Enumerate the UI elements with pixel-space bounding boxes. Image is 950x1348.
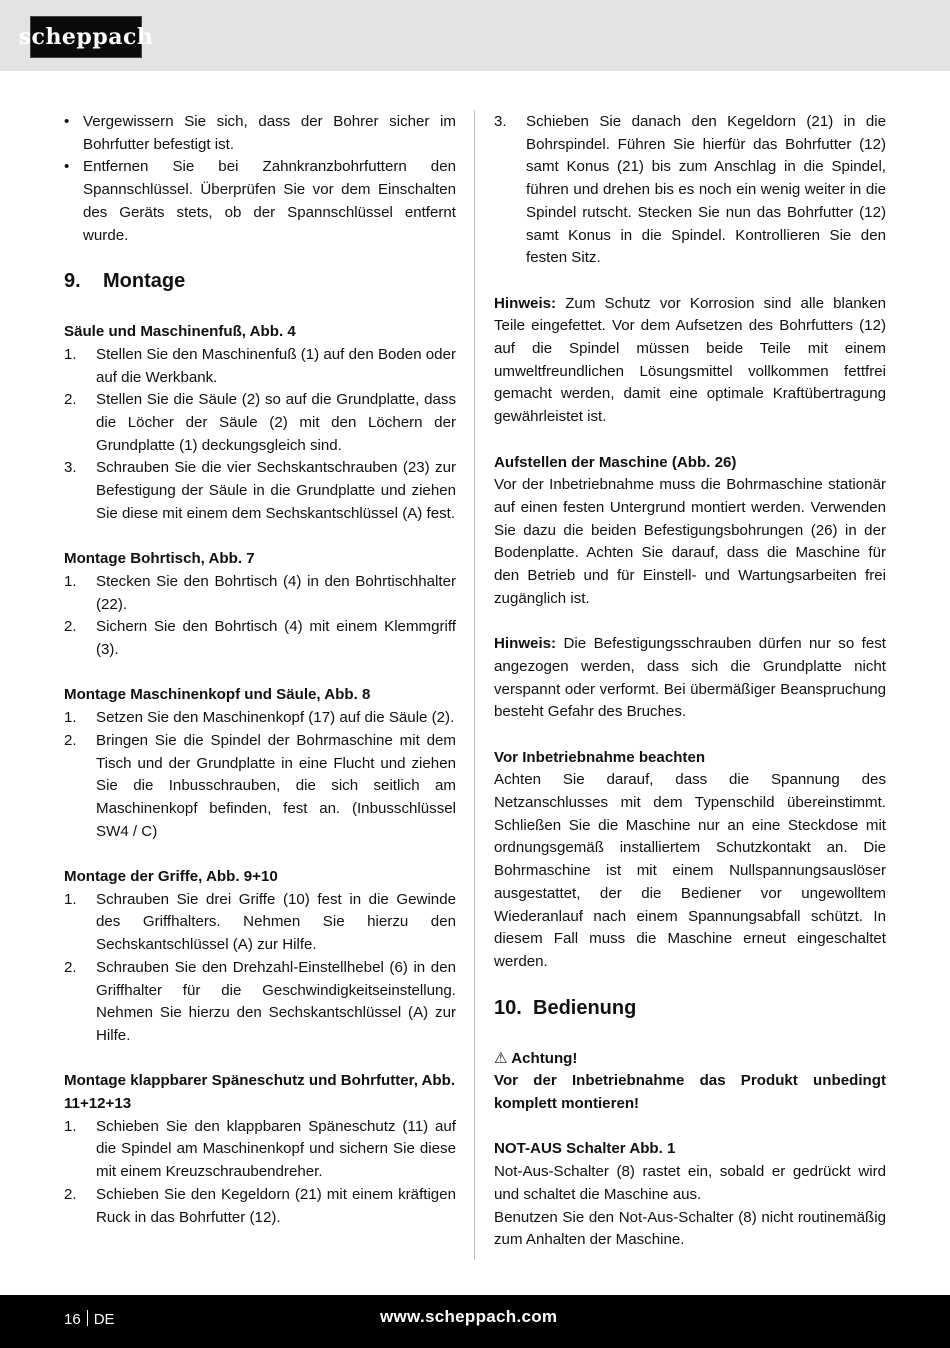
notaus-text-1: Not-Aus-Schalter (8) rastet ein, sobald er gedrückt wird und schaltet die Maschine aus. bbox=[494, 1163, 886, 1203]
section-heading-bedienung bbox=[494, 994, 886, 1022]
page-indicator bbox=[64, 1309, 115, 1331]
item-text: Schrauben Sie drei Griffe (10) fest in die Gewinde des Griffhalters. Nehmen Sie hierzu den Sechskantschlüssel (A) zur Hilfe. bbox=[96, 890, 456, 954]
column-divider bbox=[474, 110, 475, 1260]
list-item bbox=[64, 457, 456, 525]
item-number: 1. bbox=[64, 1117, 77, 1135]
list-item bbox=[64, 889, 456, 957]
left-column bbox=[64, 111, 456, 1229]
item-text: Bringen Sie die Spindel der Bohrmaschine mit dem Tisch und der Grundplatte in eine Flucht und ziehen Sie die Inbusschrauben, die sich seitlich am Maschinenkopf befinden, fest an. (Inbusschlüssel SW4 / C) bbox=[96, 731, 456, 840]
item-text: Stecken Sie den Bohrtisch (4) in den Bohrtischhalter (22). bbox=[96, 572, 456, 613]
hint-label: Hinweis: bbox=[494, 294, 557, 312]
before-paragraph: Achten Sie darauf, dass die Spannung des Netzanschlusses mit dem Typenschild übereinstimmt. Schließen Sie die Maschine nur an eine Steckdose mit ordnungsgemäß installiertem Schutzkontakt an. Die Bohrmaschine ist mit einem Nullspannungsauslöser ausgestattet, der die Bediener vor ungewolltem Wiederanlauf nach einem Spannungsabfall schützt. In diesem Fall muss die Maschine erneut eingeschaltet werden. bbox=[494, 771, 886, 970]
section-number: 10. bbox=[494, 996, 522, 1019]
list-item bbox=[494, 111, 886, 270]
bullet-text: Vergewissern Sie sich, dass der Bohrer sicher im Bohrfutter befestigt ist. bbox=[83, 113, 456, 153]
list-item bbox=[64, 730, 456, 844]
notaus-text-2: Benutzen Sie den Not-Aus-Schalter (8) nicht routinemäßig zum Anhalten der Maschine. bbox=[494, 1208, 886, 1249]
item-number: 2. bbox=[64, 1185, 77, 1203]
item-number: 3. bbox=[64, 459, 77, 477]
subheading-bohrtisch: Montage Bohrtisch, Abb. 7 bbox=[64, 550, 255, 568]
item-text: Schieben Sie den klappbaren Späneschutz (11) auf die Spindel am Maschinenkopf und sichern Sie diese mit einem Kreuzschraubendreher. bbox=[96, 1117, 456, 1181]
subheading-maschinenkopf: Montage Maschinenkopf und Säule, Abb. 8 bbox=[64, 686, 371, 704]
item-number: 3. bbox=[494, 113, 507, 130]
hint-text: Zum Schutz vor Korrosion sind alle blanken Teile eingefettet. Vor dem Aufsetzen des Bohrfutters (12) auf die Spindel müssen beide Teile mit einem umweltfreundlichen Lösungsmittel vollkommen fettfrei gemacht werden, damit eine optimale Kraftübertragung gewährleistet ist. bbox=[494, 294, 886, 426]
item-text: Sichern Sie den Bohrtisch (4) mit einem Klemmgriff (3). bbox=[96, 618, 456, 659]
item-text: Schieben Sie den Kegeldorn (21) mit einem kräftigen Ruck in das Bohrfutter (12). bbox=[96, 1185, 456, 1226]
item-text: Schieben Sie danach den Kegeldorn (21) in die Bohrspindel. Führen Sie hierfür das Bohrfutter (12) samt Konus (21) bis zum Anschlag in die Spindel, führen und drehen bis es noch ein wenig weiter in die Spindel rutscht. Stecken Sie nun das Bohrfutter (12) samt Konus in die Spindel. Kontrollieren Sie den festen Sitz. bbox=[526, 113, 886, 267]
list-item bbox=[64, 344, 456, 389]
item-number: 1. bbox=[64, 572, 77, 590]
item-number: 1. bbox=[64, 890, 77, 908]
website-link[interactable]: www.scheppach.com bbox=[380, 1307, 558, 1326]
hint-paragraph bbox=[494, 633, 886, 724]
item-text: Stellen Sie die Säule (2) so auf die Grundplatte, dass die Löcher der Säule (2) mit den Löchern der Grundplatte (1) deckungsgleich sind. bbox=[96, 391, 456, 454]
item-number: 1. bbox=[64, 345, 77, 363]
section-number: 9. bbox=[64, 270, 81, 293]
item-number: 2. bbox=[64, 618, 77, 636]
subheading-saeule: Säule und Maschinenfuß, Abb. 4 bbox=[64, 323, 296, 341]
bullet-text: Entfernen Sie bei Zahnkranzbohrfuttern den Spannschlüssel. Überprüfen Sie vor dem Einschalten des Geräts stets, ob der Spannschlüssel entfernt wurde. bbox=[83, 158, 456, 244]
item-text: Setzen Sie den Maschinenkopf (17) auf die Säule (2). bbox=[96, 709, 455, 727]
subheading-spaeneschutz: Montage klappbarer Späneschutz und Bohrfutter, Abb. 11+12+13 bbox=[64, 1072, 456, 1113]
list-item bbox=[64, 389, 456, 457]
item-text: Schrauben Sie die vier Sechskantschrauben (23) zur Befestigung der Säule in die Grundplatte und ziehen Sie diese mit einem dem Sechskantschlüssel (A) fest. bbox=[96, 459, 456, 522]
section-title: Montage bbox=[103, 270, 186, 293]
hint-text: Die Befestigungsschrauben dürfen nur so fest angezogen werden, dass sich die Grundplatte nicht verspannt oder verformt. Bei übermäßiger Beanspruchung besteht Gefahr des Bruches. bbox=[494, 635, 886, 721]
page-footer bbox=[0, 1295, 950, 1348]
list-item bbox=[64, 957, 456, 1048]
warning-triangle-icon: ⚠ bbox=[494, 1049, 508, 1067]
list-item bbox=[64, 571, 456, 616]
subheading-vor-inbetriebnahme: Vor Inbetriebnahme beachten bbox=[494, 748, 706, 766]
subheading-not-aus: NOT-AUS Schalter Abb. 1 bbox=[494, 1140, 676, 1158]
hint-label: Hinweis: bbox=[494, 635, 557, 653]
subheading-griffe: Montage der Griffe, Abb. 9+10 bbox=[64, 868, 278, 886]
hint-paragraph bbox=[494, 293, 886, 429]
item-text: Stellen Sie den Maschinenfuß (1) auf den Boden oder auf die Werkbank. bbox=[96, 345, 456, 386]
footer-separator bbox=[87, 1310, 88, 1326]
list-item bbox=[64, 616, 456, 661]
scheppach-logo: scheppach bbox=[30, 16, 142, 58]
right-column bbox=[494, 111, 886, 1252]
list-item bbox=[64, 707, 456, 730]
warning-heading bbox=[494, 1048, 886, 1071]
item-number: 2. bbox=[64, 731, 77, 749]
list-item bbox=[64, 1116, 456, 1184]
list-item bbox=[64, 1184, 456, 1229]
bullet-mark: • bbox=[64, 158, 70, 176]
section-title: Bedienung bbox=[533, 996, 637, 1019]
language-code: DE bbox=[93, 1311, 115, 1328]
page-header bbox=[0, 0, 950, 71]
subheading-aufstellen: Aufstellen der Maschine (Abb. 26) bbox=[494, 453, 737, 471]
bullet-mark: • bbox=[64, 113, 70, 130]
item-number: 1. bbox=[64, 709, 77, 727]
warning-text: Vor der Inbetriebnahme das Produkt unbedingt komplett montieren! bbox=[494, 1072, 886, 1113]
item-number: 2. bbox=[64, 391, 77, 409]
section-heading-montage bbox=[64, 267, 456, 295]
item-text: Schrauben Sie den Drehzahl-Einstellhebel (6) in den Griffhalter für die Geschwindigkeitseinstellung. Nehmen Sie hierzu den Sechskantschlüssel (A) zur Hilfe. bbox=[96, 958, 456, 1044]
item-number: 2. bbox=[64, 958, 77, 976]
page-number: 16 bbox=[64, 1311, 81, 1328]
warning-title: Achtung! bbox=[511, 1049, 578, 1067]
setup-paragraph: Vor der Inbetriebnahme muss die Bohrmaschine stationär auf einen festen Untergrund montiert werden. Verwenden Sie dazu die beiden Befestigungsbohrungen (26) in der Bodenplatte. Achten Sie darauf, dass die Maschine für den Betrieb und für Einstell- und Wartungsarbeiten frei zugänglich ist. bbox=[494, 476, 886, 607]
list-item bbox=[64, 111, 456, 156]
list-item bbox=[64, 156, 456, 247]
